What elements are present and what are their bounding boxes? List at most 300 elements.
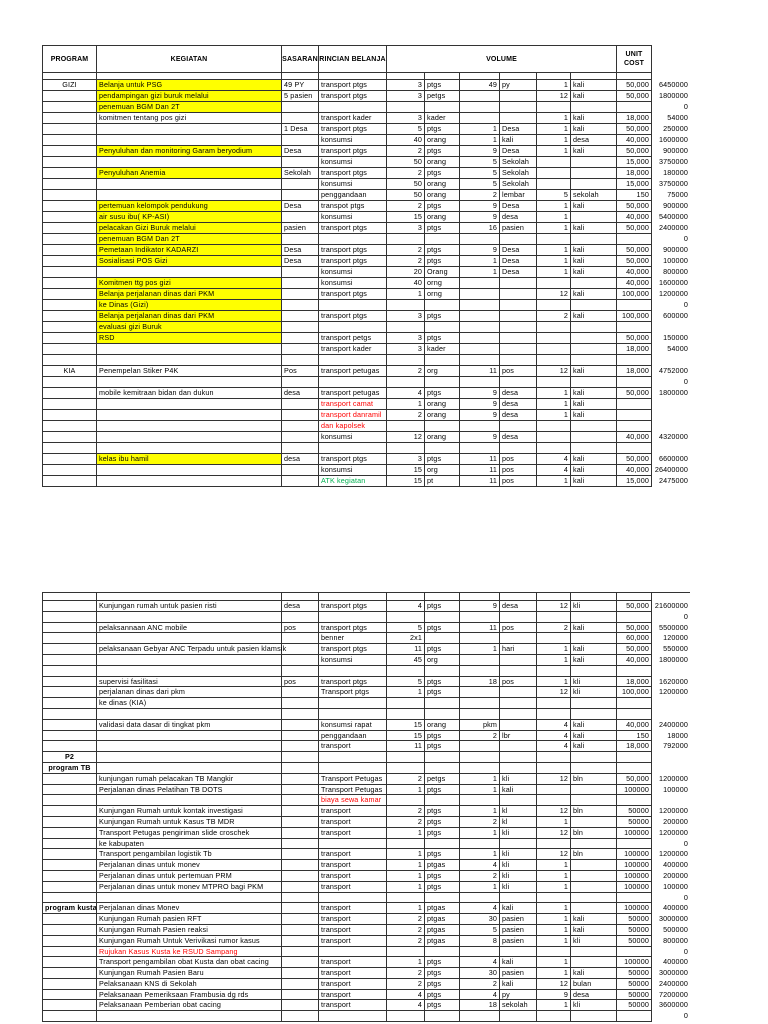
sasaran-cell: 49 PY (282, 80, 319, 91)
table-row (42, 666, 690, 677)
rincian-belanja-cell: transport (319, 817, 387, 828)
rincian-belanja-cell: dan kapolsek (319, 421, 387, 432)
kegiatan-cell: air susu ibu( KP-ASI) (97, 212, 282, 223)
sasaran-cell (282, 806, 319, 817)
volume-qty-1-cell: 4 (387, 990, 425, 1001)
volume-unit-1-cell: ptgs (425, 623, 460, 634)
volume-unit-2-cell (500, 278, 537, 289)
program-cell (42, 698, 97, 709)
program-cell (42, 212, 97, 223)
volume-qty-1-cell: 15 (387, 720, 425, 731)
table-row (42, 979, 690, 990)
unit-cost-cell: 100000 (617, 882, 652, 893)
total-cell: 4320000 (658, 432, 688, 441)
volume-unit-2-cell: pasien (500, 925, 537, 936)
volume-unit-3-cell (571, 432, 617, 443)
volume-unit-1-cell (425, 1011, 460, 1022)
table-row (42, 633, 690, 644)
kegiatan-cell: pelacakan Gizi Buruk melalui (97, 223, 282, 234)
volume-unit-3-cell: kali (571, 454, 617, 465)
volume-unit-2-cell (500, 113, 537, 124)
kegiatan-cell (97, 476, 282, 487)
volume-unit-3-cell: kali (571, 201, 617, 212)
rincian-belanja-cell: transport camat (319, 399, 387, 410)
unit-cost-cell: 40,000 (617, 432, 652, 443)
sasaran-cell (282, 190, 319, 201)
unit-cost-cell: 60,000 (617, 633, 652, 644)
rincian-belanja-cell (319, 752, 387, 763)
volume-unit-2-cell (500, 698, 537, 709)
unit-cost-cell: 100,000 (617, 687, 652, 698)
volume-qty-2-cell: 2 (460, 190, 500, 201)
header-volume: VOLUME (387, 45, 617, 73)
volume-unit-3-cell: kli (571, 687, 617, 698)
rincian-belanja-cell: Transport Petugas (319, 785, 387, 796)
total-cell: 150000 (663, 333, 688, 342)
kegiatan-cell (97, 135, 282, 146)
volume-unit-3-cell: kali (571, 223, 617, 234)
program-cell (42, 355, 97, 366)
volume-unit-2-cell (500, 355, 537, 366)
volume-qty-1-cell: 11 (387, 644, 425, 655)
volume-qty-3-cell: 12 (537, 849, 571, 860)
volume-unit-3-cell: bln (571, 849, 617, 860)
total-cell: 0 (683, 892, 688, 902)
volume-unit-2-cell: pos (500, 454, 537, 465)
program-cell (42, 1000, 97, 1011)
rincian-belanja-cell: transport (319, 871, 387, 882)
volume-qty-1-cell: 1 (387, 399, 425, 410)
volume-unit-2-cell: Desa (500, 245, 537, 256)
unit-cost-cell (617, 234, 652, 245)
unit-cost-cell: 50,000 (617, 256, 652, 267)
rincian-belanja-cell: konsumsi (319, 135, 387, 146)
volume-unit-3-cell (571, 612, 617, 623)
volume-qty-3-cell (537, 234, 571, 245)
volume-unit-2-cell: py (500, 990, 537, 1001)
volume-unit-2-cell (500, 947, 537, 958)
volume-unit-2-cell: pos (500, 366, 537, 377)
table-row (42, 179, 690, 190)
total-cell: 21600000 (654, 601, 688, 610)
volume-qty-3-cell: 4 (537, 731, 571, 742)
sasaran-cell (282, 333, 319, 344)
unit-cost-cell: 100000 (617, 903, 652, 914)
volume-unit-3-cell (571, 666, 617, 677)
table-row (42, 785, 690, 796)
spacer-cell (97, 592, 282, 601)
rincian-belanja-cell: transport kader (319, 113, 387, 124)
sasaran-cell (282, 817, 319, 828)
volume-qty-3-cell (537, 947, 571, 958)
spacer-cell (387, 592, 425, 601)
volume-unit-2-cell (500, 234, 537, 245)
table-row (42, 990, 690, 1001)
volume-unit-1-cell (425, 102, 460, 113)
volume-unit-2-cell (500, 612, 537, 623)
volume-unit-1-cell: ptgs (425, 80, 460, 91)
volume-qty-2-cell (460, 333, 500, 344)
volume-qty-2-cell: 2 (460, 817, 500, 828)
sasaran-cell (282, 709, 319, 720)
header-unit-cost-line2: COST (623, 60, 645, 67)
program-cell (42, 289, 97, 300)
rincian-belanja-cell: transport ptgs (319, 454, 387, 465)
table-row (42, 698, 690, 709)
unit-cost-cell: 100000 (617, 785, 652, 796)
volume-unit-3-cell (571, 698, 617, 709)
volume-unit-1-cell (425, 666, 460, 677)
sasaran-cell (282, 903, 319, 914)
rincian-belanja-cell: transport petugas (319, 388, 387, 399)
rincian-belanja-cell (319, 234, 387, 245)
program-cell (42, 817, 97, 828)
rincian-belanja-cell: transport ptgs (319, 311, 387, 322)
volume-unit-3-cell: kli (571, 1000, 617, 1011)
volume-qty-2-cell: 8 (460, 936, 500, 947)
unit-cost-cell (617, 709, 652, 720)
rincian-belanja-cell: transport ptgs (319, 146, 387, 157)
program-cell (42, 190, 97, 201)
volume-unit-1-cell (425, 234, 460, 245)
volume-qty-1-cell (387, 709, 425, 720)
volume-unit-3-cell (571, 421, 617, 432)
program-cell (42, 465, 97, 476)
volume-qty-3-cell: 1 (537, 80, 571, 91)
total-cell: 100000 (663, 881, 688, 891)
unit-cost-cell: 40,000 (617, 135, 652, 146)
volume-qty-1-cell: 2 (387, 914, 425, 925)
table-row (42, 223, 690, 234)
volume-qty-3-cell: 4 (537, 741, 571, 752)
volume-unit-2-cell: desa (500, 399, 537, 410)
volume-qty-1-cell: 1 (387, 860, 425, 871)
program-cell (42, 223, 97, 234)
volume-unit-2-cell (500, 655, 537, 666)
program-cell (42, 644, 97, 655)
table-row (42, 968, 690, 979)
volume-qty-3-cell: 1 (537, 968, 571, 979)
volume-qty-3-cell (537, 344, 571, 355)
rincian-belanja-cell: benner (319, 633, 387, 644)
volume-qty-1-cell: 1 (387, 957, 425, 968)
volume-qty-1-cell: 15 (387, 731, 425, 742)
unit-cost-cell (617, 322, 652, 333)
program-cell (42, 1011, 97, 1022)
volume-qty-3-cell: 9 (537, 990, 571, 1001)
volume-qty-2-cell (460, 344, 500, 355)
sasaran-cell: Desa (282, 245, 319, 256)
unit-cost-cell: 50,000 (617, 124, 652, 135)
kegiatan-cell: supervisi fasilitasi (97, 677, 282, 688)
volume-unit-3-cell (571, 709, 617, 720)
volume-unit-1-cell: ptgs (425, 1000, 460, 1011)
table-row (42, 774, 690, 785)
volume-qty-2-cell (460, 102, 500, 113)
kegiatan-cell (97, 190, 282, 201)
program-cell: program kusta (42, 903, 97, 914)
sasaran-cell (282, 344, 319, 355)
unit-cost-cell (617, 1011, 652, 1022)
sasaran-cell: desa (282, 454, 319, 465)
volume-unit-2-cell (500, 421, 537, 432)
volume-unit-1-cell: ptgs (425, 979, 460, 990)
sasaran-cell (282, 893, 319, 904)
sasaran-cell (282, 465, 319, 476)
table-row (42, 687, 690, 698)
program-cell (42, 666, 97, 677)
unit-cost-cell: 40,000 (617, 267, 652, 278)
unit-cost-cell: 40,000 (617, 212, 652, 223)
rincian-belanja-cell (319, 709, 387, 720)
total-cell: 400000 (663, 860, 688, 870)
sasaran-cell (282, 278, 319, 289)
rincian-belanja-cell: transport (319, 849, 387, 860)
volume-unit-2-cell (500, 741, 537, 752)
volume-unit-1-cell: ptgs (425, 201, 460, 212)
rincian-belanja-cell: penggandaan (319, 190, 387, 201)
program-cell (42, 443, 97, 454)
unit-cost-cell: 50000 (617, 817, 652, 828)
sasaran-cell (282, 666, 319, 677)
unit-cost-cell: 100000 (617, 871, 652, 882)
total-cell: 0 (683, 300, 688, 309)
volume-unit-3-cell: kali (571, 91, 617, 102)
rincian-belanja-cell: konsumsi rapat (319, 720, 387, 731)
volume-qty-1-cell: 20 (387, 267, 425, 278)
volume-unit-1-cell: ptgs (425, 146, 460, 157)
volume-qty-1-cell: 15 (387, 212, 425, 223)
rincian-belanja-cell: transport ptgs (319, 623, 387, 634)
volume-unit-3-cell (571, 322, 617, 333)
sasaran-cell (282, 795, 319, 806)
table-row (42, 731, 690, 742)
kegiatan-cell (97, 179, 282, 190)
volume-qty-3-cell (537, 666, 571, 677)
volume-unit-1-cell (425, 443, 460, 454)
total-cell: 3750000 (658, 157, 688, 166)
volume-unit-3-cell (571, 893, 617, 904)
volume-unit-1-cell: ptgs (425, 168, 460, 179)
total-cell: 3000000 (658, 914, 688, 924)
volume-qty-3-cell (537, 377, 571, 388)
volume-unit-3-cell: kli (571, 601, 617, 612)
total-cell: 1800000 (658, 388, 688, 397)
unit-cost-cell: 50000 (617, 936, 652, 947)
rincian-belanja-cell: transport (319, 1000, 387, 1011)
sasaran-cell (282, 741, 319, 752)
sasaran-cell (282, 828, 319, 839)
rincian-belanja-cell: transport (319, 925, 387, 936)
volume-unit-2-cell (500, 720, 537, 731)
volume-qty-2-cell (460, 752, 500, 763)
unit-cost-cell: 100000 (617, 957, 652, 968)
unit-cost-cell: 50000 (617, 925, 652, 936)
sasaran-cell: Sekolah (282, 168, 319, 179)
rincian-belanja-cell: transport (319, 968, 387, 979)
total-cell: 1800000 (658, 654, 688, 664)
volume-qty-2-cell (460, 763, 500, 774)
rincian-belanja-cell (319, 443, 387, 454)
volume-unit-1-cell (425, 421, 460, 432)
volume-qty-2-cell: 9 (460, 432, 500, 443)
program-cell (42, 893, 97, 904)
volume-qty-2-cell: 9 (460, 388, 500, 399)
kegiatan-cell: evaluasi gizi Buruk (97, 322, 282, 333)
table-row (42, 839, 690, 850)
sasaran-cell (282, 731, 319, 742)
volume-qty-3-cell: 12 (537, 289, 571, 300)
unit-cost-cell: 100,000 (617, 311, 652, 322)
volume-unit-3-cell (571, 785, 617, 796)
program-cell (42, 839, 97, 850)
volume-qty-2-cell: 1 (460, 267, 500, 278)
unit-cost-cell (617, 763, 652, 774)
kegiatan-cell: Transport pengambilan logistik Tb (97, 849, 282, 860)
unit-cost-cell: 50,000 (617, 91, 652, 102)
total-cell (652, 666, 690, 677)
program-cell: P2 (42, 752, 97, 763)
volume-unit-2-cell (500, 687, 537, 698)
total-cell (652, 355, 690, 366)
volume-qty-1-cell: 50 (387, 157, 425, 168)
spacer-cell (500, 592, 537, 601)
volume-qty-3-cell: 1 (537, 817, 571, 828)
kegiatan-cell (97, 267, 282, 278)
kegiatan-cell (97, 709, 282, 720)
volume-qty-1-cell (387, 443, 425, 454)
rincian-belanja-cell: konsumsi (319, 267, 387, 278)
total-cell: 250000 (663, 124, 688, 133)
rincian-belanja-cell (319, 322, 387, 333)
volume-qty-2-cell (460, 421, 500, 432)
spacer-cell (537, 73, 571, 80)
volume-unit-1-cell (425, 795, 460, 806)
table-row (42, 709, 690, 720)
rincian-belanja-cell: transport (319, 903, 387, 914)
rincian-belanja-cell (319, 300, 387, 311)
kegiatan-cell (97, 612, 282, 623)
volume-unit-2-cell: kl (500, 806, 537, 817)
table-row (42, 113, 690, 124)
total-cell: 900000 (663, 245, 688, 254)
volume-unit-2-cell (500, 102, 537, 113)
unit-cost-cell (617, 893, 652, 904)
sasaran-cell (282, 443, 319, 454)
volume-qty-2-cell: 9 (460, 410, 500, 421)
volume-unit-3-cell (571, 860, 617, 871)
total-cell (652, 421, 690, 432)
volume-unit-1-cell (425, 698, 460, 709)
header-unit-cost-line1: UNIT (625, 51, 643, 58)
volume-unit-2-cell: desa (500, 410, 537, 421)
volume-unit-2-cell: pos (500, 465, 537, 476)
unit-cost-cell: 50,000 (617, 223, 652, 234)
volume-qty-3-cell: 1 (537, 882, 571, 893)
sasaran-cell (282, 234, 319, 245)
volume-unit-3-cell (571, 355, 617, 366)
volume-unit-1-cell (425, 355, 460, 366)
total-cell: 0 (683, 377, 688, 386)
unit-cost-cell: 18,000 (617, 113, 652, 124)
volume-qty-2-cell: 1 (460, 135, 500, 146)
kegiatan-cell: perjalanan dinas dari pkm (97, 687, 282, 698)
volume-qty-2-cell (460, 1011, 500, 1022)
volume-qty-1-cell: 11 (387, 741, 425, 752)
volume-qty-2-cell (460, 795, 500, 806)
volume-unit-2-cell: kli (500, 774, 537, 785)
program-cell (42, 968, 97, 979)
volume-qty-3-cell (537, 795, 571, 806)
program-cell (42, 947, 97, 958)
rincian-belanja-cell (319, 102, 387, 113)
volume-qty-1-cell (387, 234, 425, 245)
kegiatan-cell: Pelaksanaan Pemberian obat cacing (97, 1000, 282, 1011)
volume-unit-3-cell: kali (571, 644, 617, 655)
volume-unit-1-cell: ptgs (425, 454, 460, 465)
sasaran-cell (282, 698, 319, 709)
table-row (42, 806, 690, 817)
sasaran-cell: desa (282, 388, 319, 399)
volume-unit-3-cell: kali (571, 124, 617, 135)
volume-unit-1-cell (425, 377, 460, 388)
kegiatan-cell: Kunjungan Rumah pasien RFT (97, 914, 282, 925)
volume-unit-2-cell: Sekolah (500, 179, 537, 190)
total-cell: 100000 (663, 256, 688, 265)
kegiatan-cell (97, 399, 282, 410)
volume-qty-3-cell (537, 763, 571, 774)
volume-qty-3-cell: 12 (537, 979, 571, 990)
volume-qty-3-cell (537, 698, 571, 709)
kegiatan-cell: Transport pengambilan obat Kusta dan obat cacing (97, 957, 282, 968)
volume-qty-1-cell: 40 (387, 135, 425, 146)
volume-unit-2-cell: Desa (500, 256, 537, 267)
volume-unit-1-cell: ptgs (425, 124, 460, 135)
volume-unit-3-cell (571, 882, 617, 893)
table-body (42, 592, 690, 1022)
program-cell (42, 157, 97, 168)
table-row (42, 893, 690, 904)
sasaran-cell (282, 102, 319, 113)
sasaran-cell (282, 476, 319, 487)
volume-unit-3-cell (571, 212, 617, 223)
volume-unit-3-cell: sekolah (571, 190, 617, 201)
volume-unit-2-cell: kali (500, 785, 537, 796)
rincian-belanja-cell: konsumsi (319, 655, 387, 666)
total-cell: 1600000 (658, 135, 688, 144)
unit-cost-cell: 50,000 (617, 80, 652, 91)
unit-cost-cell (617, 443, 652, 454)
rincian-belanja-cell: transport ptgs (319, 124, 387, 135)
volume-qty-3-cell: 1 (537, 223, 571, 234)
volume-qty-3-cell: 1 (537, 399, 571, 410)
volume-unit-2-cell (500, 763, 537, 774)
sasaran-cell (282, 633, 319, 644)
volume-unit-1-cell: orang (425, 190, 460, 201)
kegiatan-cell: ke kabupaten (97, 839, 282, 850)
volume-qty-2-cell (460, 278, 500, 289)
volume-qty-2-cell: 1 (460, 124, 500, 135)
volume-qty-3-cell: 1 (537, 212, 571, 223)
kegiatan-cell: Perjalanan dinas Pelatihan TB DOTS (97, 785, 282, 796)
total-cell (652, 795, 690, 806)
volume-unit-3-cell: kali (571, 476, 617, 487)
kegiatan-cell (97, 731, 282, 742)
volume-unit-3-cell: desa (571, 990, 617, 1001)
volume-unit-3-cell (571, 168, 617, 179)
total-cell: 0 (683, 838, 688, 848)
kegiatan-cell: Perjalanan dinas untuk monev MTPRO bagi PKM (97, 882, 282, 893)
